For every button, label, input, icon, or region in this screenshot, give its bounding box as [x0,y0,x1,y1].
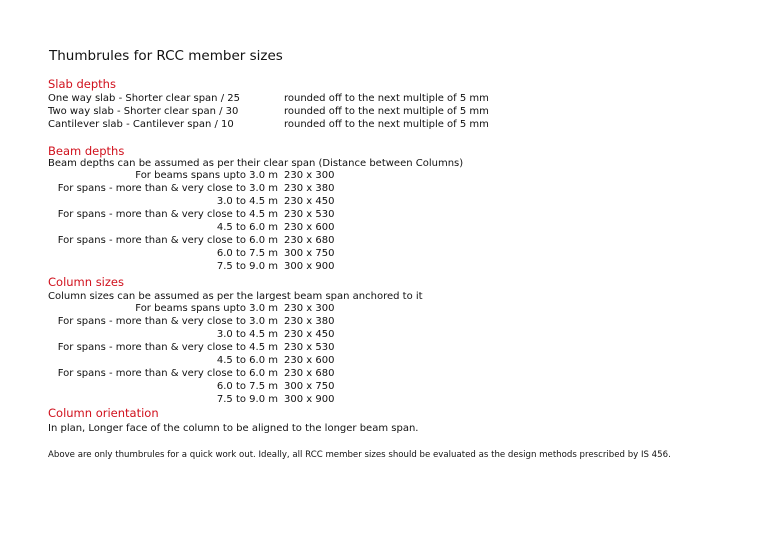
span-label: 7.5 to 9.0 m [216,394,278,405]
size-value: 300 x 900 [284,394,335,405]
span-label: 7.5 to 9.0 m [216,261,278,272]
span-label: 4.5 to 6.0 m [216,222,278,233]
size-value: 300 x 900 [284,261,335,272]
span-label: 6.0 to 7.5 m [216,248,278,259]
table-row [0,316,400,329]
footer-note: Above are only thumbrules for a quick work out. Ideally, all RCC member sizes should be evaluated as the design methods prescribed by IS 456. [48,450,671,460]
table-row [0,209,400,222]
table-row [0,222,400,235]
slab-row-note: rounded off to the next multiple of 5 mm [284,93,489,104]
span-label: For spans - more than & very close to 4.5 m [57,342,278,353]
slab-row [48,119,548,132]
slab-heading: Slab depths [48,77,116,91]
size-value: 230 x 680 [284,235,335,246]
size-value: 230 x 530 [284,342,335,353]
size-value: 300 x 750 [284,381,335,392]
size-value: 230 x 380 [284,183,335,194]
slab-row [48,106,548,119]
span-label: 6.0 to 7.5 m [216,381,278,392]
span-label: For spans - more than & very close to 6.0 m [57,368,278,379]
table-row [0,355,400,368]
slab-row-note: rounded off to the next multiple of 5 mm [284,119,489,130]
table-row [0,248,400,261]
span-label: For beams spans upto 3.0 m [135,170,278,181]
table-row [0,235,400,248]
span-label: For spans - more than & very close to 3.0 m [57,316,278,327]
size-value: 230 x 300 [284,303,335,314]
span-label: 3.0 to 4.5 m [216,329,278,340]
slab-row-label: One way slab - Shorter clear span / 25 [48,93,240,104]
span-label: For spans - more than & very close to 4.5 m [57,209,278,220]
size-value: 230 x 450 [284,329,335,340]
table-row [0,368,400,381]
table-row [0,183,400,196]
slab-row-label: Two way slab - Shorter clear span / 30 [48,106,239,117]
orientation-text: In plan, Longer face of the column to be aligned to the longer beam span. [48,423,419,434]
size-value: 230 x 680 [284,368,335,379]
column-heading: Column sizes [48,275,124,289]
page-title: Thumbrules for RCC member sizes [49,48,283,64]
column-table [0,303,400,407]
beam-table [0,170,400,274]
table-row [0,329,400,342]
slab-row [48,93,548,106]
size-value: 300 x 750 [284,248,335,259]
span-label: 4.5 to 6.0 m [216,355,278,366]
table-row [0,342,400,355]
table-row [0,303,400,316]
beam-heading: Beam depths [48,144,125,158]
span-label: 3.0 to 4.5 m [216,196,278,207]
table-row [0,170,400,183]
size-value: 230 x 300 [284,170,335,181]
span-label: For spans - more than & very close to 6.0 m [57,235,278,246]
column-intro: Column sizes can be assumed as per the largest beam span anchored to it [48,291,423,302]
size-value: 230 x 380 [284,316,335,327]
span-label: For beams spans upto 3.0 m [135,303,278,314]
slab-row-note: rounded off to the next multiple of 5 mm [284,106,489,117]
span-label: For spans - more than & very close to 3.0 m [57,183,278,194]
table-row [0,196,400,209]
size-value: 230 x 600 [284,222,335,233]
size-value: 230 x 530 [284,209,335,220]
size-value: 230 x 600 [284,355,335,366]
slab-row-label: Cantilever slab - Cantilever span / 10 [48,119,234,130]
size-value: 230 x 450 [284,196,335,207]
beam-intro: Beam depths can be assumed as per their clear span (Distance between Columns) [48,158,464,169]
orientation-heading: Column orientation [48,406,159,420]
table-row [0,381,400,394]
table-row [0,261,400,274]
